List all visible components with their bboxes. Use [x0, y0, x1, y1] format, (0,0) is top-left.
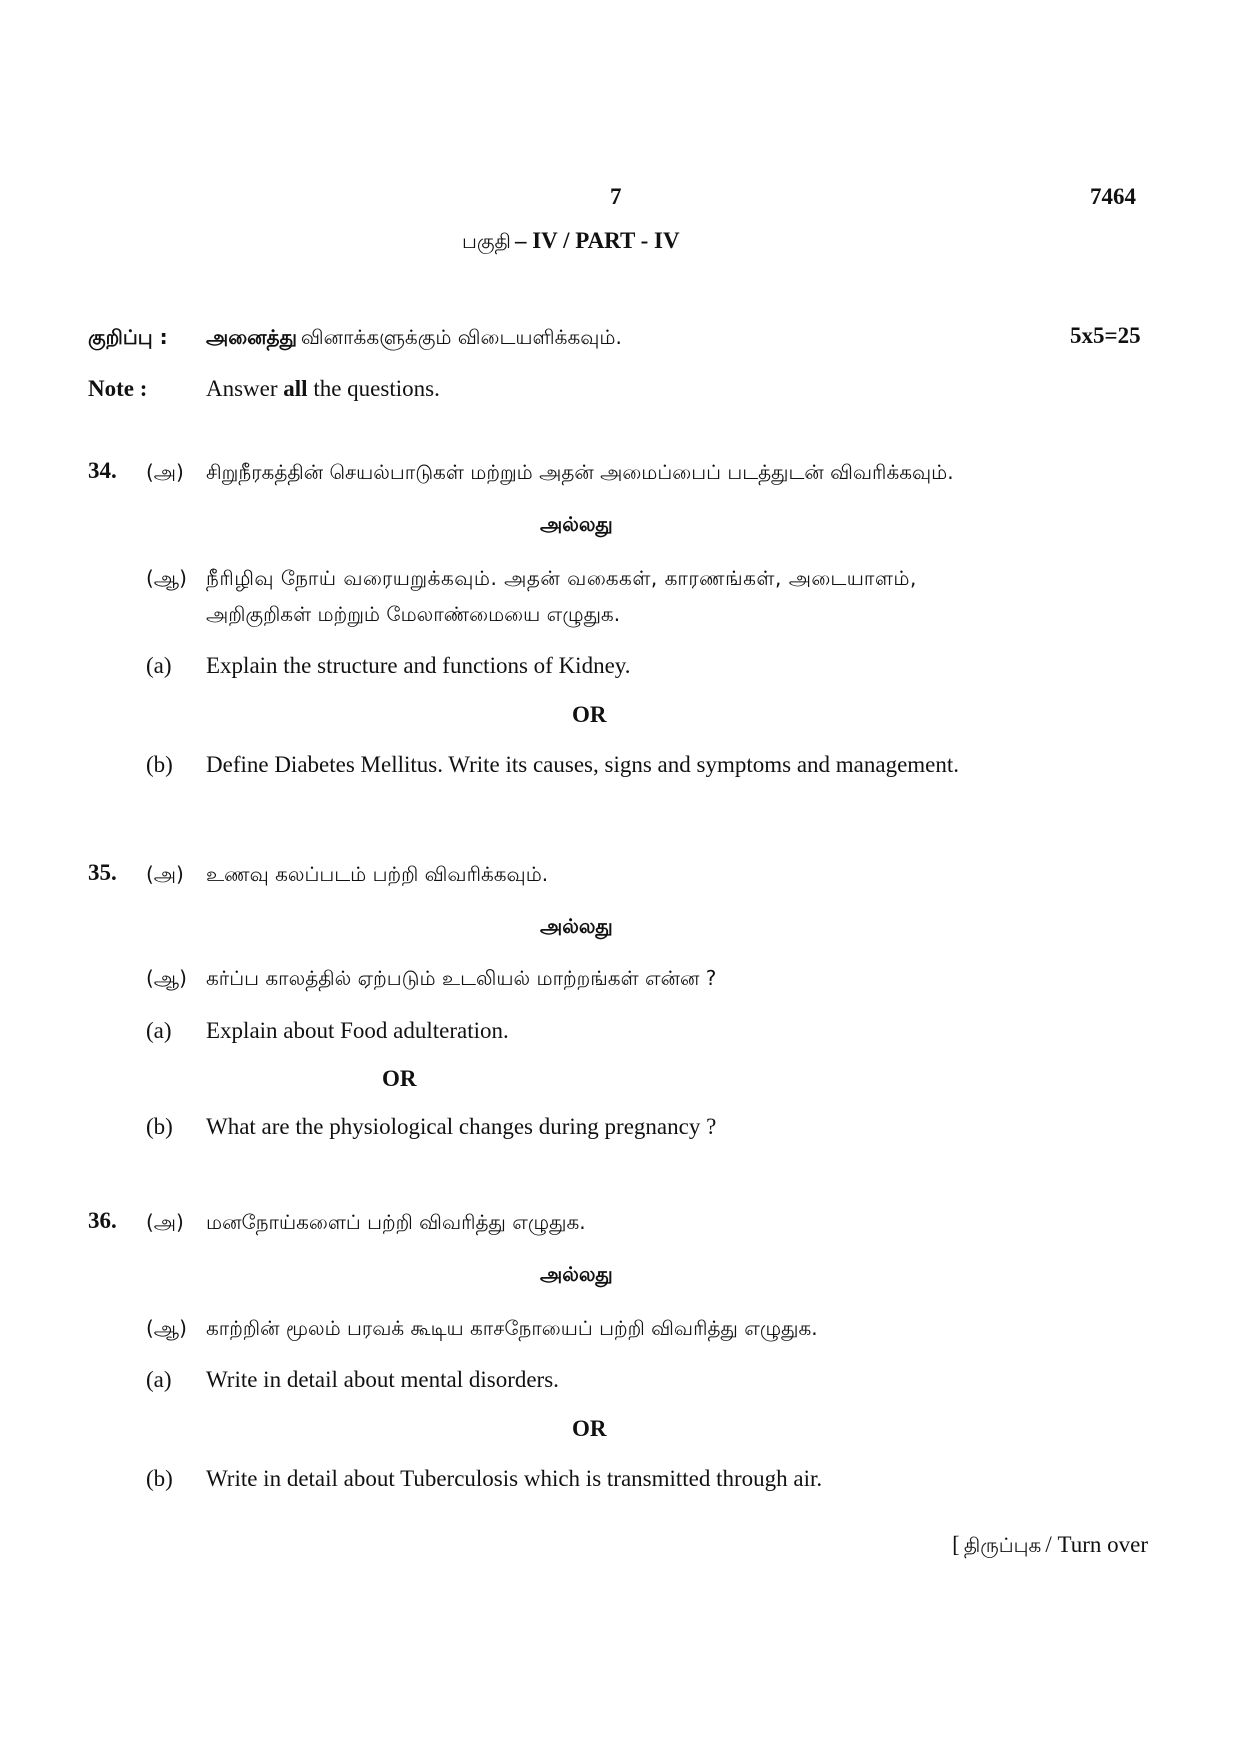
paper-code: 7464: [1090, 184, 1136, 209]
question-text-english-b: Define Diabetes Mellitus. Write its causes, signs and symptoms and management.: [206, 752, 960, 777]
option-label-a: (a): [146, 1018, 172, 1043]
option-label-tamil-b: (ஆ): [146, 966, 187, 990]
question-number: 34.: [88, 458, 117, 483]
option-label-a: (a): [146, 653, 172, 678]
question-number: 36.: [88, 1208, 117, 1233]
question-text-english-b: Write in detail about Tuberculosis which is transmitted through air.: [206, 1466, 823, 1491]
question-text-english-a: Explain the structure and functions of Kidney.: [206, 653, 631, 678]
part-title-tamil: பகுதி: [462, 229, 511, 253]
note-text-tamil: [206, 325, 622, 352]
turn-over-bracket: [: [952, 1532, 960, 1557]
option-label-b: (b): [146, 1466, 173, 1491]
question-text-tamil-b-line1: காற்றின் மூலம் பரவக் கூடிய காசநோயைப் பற்றி விவரித்து எழுதுக.: [206, 1316, 818, 1340]
note-tamil-rest: வினாக்களுக்கும் விடையளிக்கவும்.: [300, 325, 622, 349]
note-text-english: [206, 376, 440, 402]
or-tamil: அல்லது: [540, 914, 613, 938]
question-text-tamil-b-line1: கர்ப்ப காலத்தில் ஏற்படும் உடலியல் மாற்றங்கள் என்ன ?: [206, 966, 717, 990]
page-number: 7: [610, 184, 622, 209]
question-text-english-b: What are the physiological changes during pregnancy ?: [206, 1114, 717, 1139]
turn-over: [952, 1532, 1148, 1560]
option-label-tamil-a: (அ): [146, 862, 184, 886]
option-label-b: (b): [146, 752, 173, 777]
question-text-tamil-a: மனநோய்களைப் பற்றி விவரித்து எழுதுக.: [206, 1210, 586, 1234]
option-label-tamil-b: (ஆ): [146, 566, 187, 590]
question-text-tamil-b-line2: அறிகுறிகள் மற்றும் மேலாண்மையை எழுதுக.: [206, 602, 621, 626]
question-text-english-a: Write in detail about mental disorders.: [206, 1367, 559, 1392]
or-english: OR: [382, 1066, 417, 1091]
note-label-english: Note :: [88, 376, 148, 401]
note-tamil-bold: அனைத்து: [206, 325, 297, 349]
part-title-english: – IV / PART - IV: [514, 228, 680, 253]
or-tamil: அல்லது: [540, 1262, 613, 1286]
option-label-a: (a): [146, 1367, 172, 1392]
question-text-english-a: Explain about Food adulteration.: [206, 1018, 509, 1043]
turn-over-english: / Turn over: [1045, 1532, 1148, 1557]
question-text-tamil-b-line1: நீரிழிவு நோய் வரையறுக்கவும். அதன் வகைகள், காரணங்கள், அடையாளம்,: [206, 566, 917, 590]
option-label-tamil-a: (அ): [146, 460, 184, 484]
part-title: [462, 228, 680, 256]
note-label-tamil: குறிப்பு :: [88, 325, 168, 349]
or-english: OR: [572, 702, 607, 727]
option-label-tamil-b: (ஆ): [146, 1316, 187, 1340]
or-english: OR: [572, 1416, 607, 1441]
question-text-tamil-a: சிறுநீரகத்தின் செயல்பாடுகள் மற்றும் அதன் அமைப்பைப் படத்துடன் விவரிக்கவும்.: [206, 460, 954, 484]
note-marks: 5x5=25: [1070, 323, 1141, 348]
question-number: 35.: [88, 860, 117, 885]
or-tamil: அல்லது: [540, 512, 613, 536]
note-english-pre: Answer: [206, 376, 284, 401]
question-text-tamil-a: உணவு கலப்படம் பற்றி விவரிக்கவும்.: [206, 862, 549, 886]
turn-over-tamil: திருப்புக: [963, 1533, 1042, 1557]
option-label-b: (b): [146, 1114, 173, 1139]
note-english-post: the questions.: [307, 376, 440, 401]
option-label-tamil-a: (அ): [146, 1210, 184, 1234]
note-english-bold: all: [283, 376, 308, 401]
